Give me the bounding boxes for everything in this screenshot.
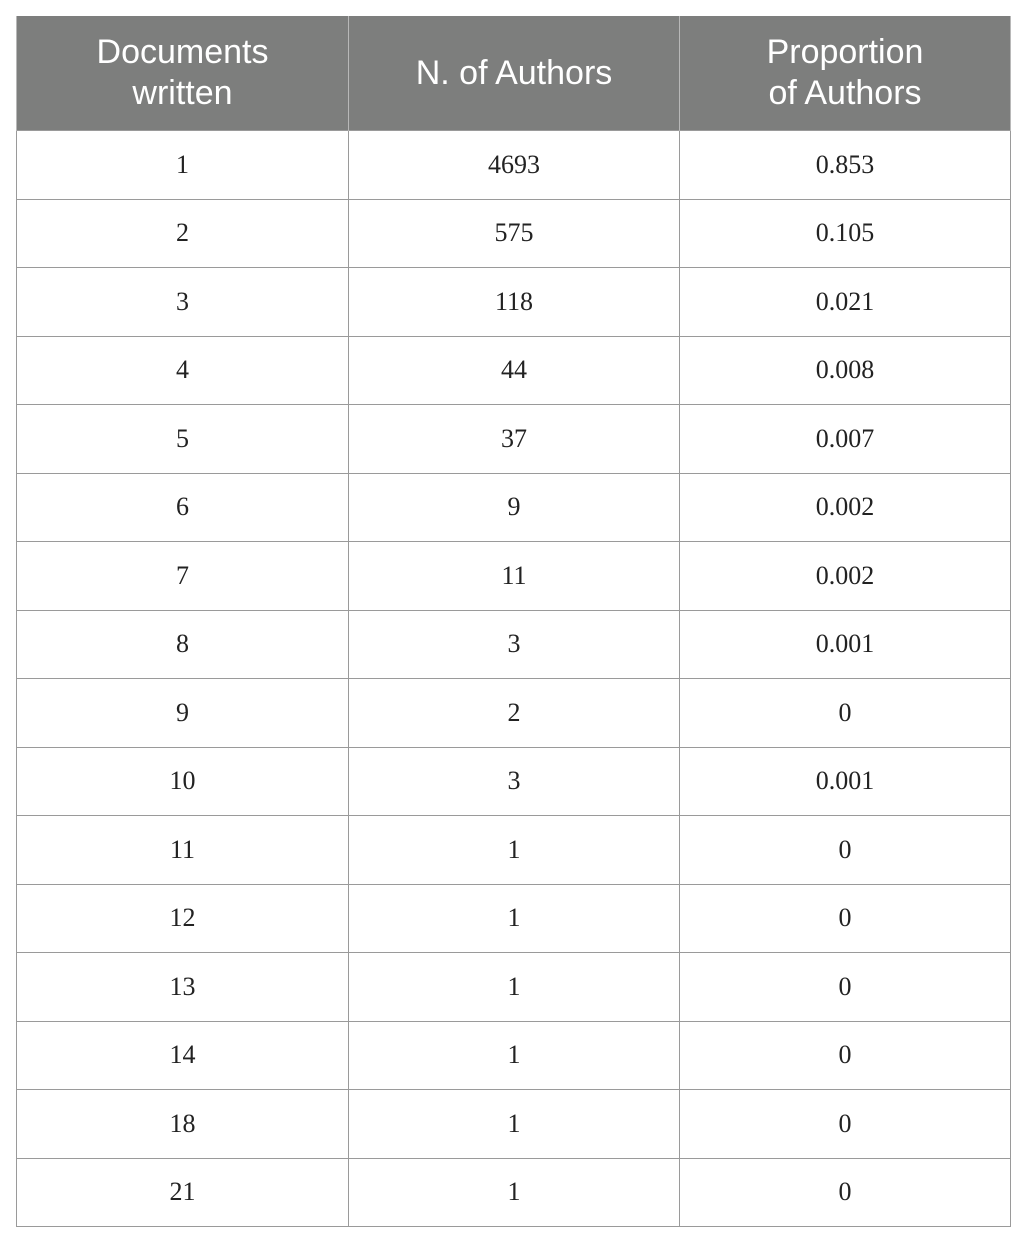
authors-table-container xyxy=(16,16,1010,1227)
cell-n-of-authors: 1 xyxy=(349,953,680,1022)
header-row xyxy=(17,16,1011,131)
cell-n-of-authors: 11 xyxy=(349,542,680,611)
cell-n-of-authors: 575 xyxy=(349,199,680,268)
authors-productivity-table xyxy=(16,16,1011,1227)
cell-n-of-authors: 4693 xyxy=(349,131,680,200)
table-row xyxy=(17,953,1011,1022)
table-header xyxy=(17,16,1011,131)
header-documents-written: Documents written xyxy=(17,16,349,131)
cell-documents-written: 10 xyxy=(17,747,349,816)
cell-proportion-of-authors: 0 xyxy=(680,1021,1011,1090)
cell-n-of-authors: 118 xyxy=(349,268,680,337)
cell-proportion-of-authors: 0.001 xyxy=(680,610,1011,679)
cell-proportion-of-authors: 0.007 xyxy=(680,405,1011,474)
cell-documents-written: 1 xyxy=(17,131,349,200)
cell-n-of-authors: 1 xyxy=(349,1021,680,1090)
cell-documents-written: 4 xyxy=(17,336,349,405)
cell-n-of-authors: 2 xyxy=(349,679,680,748)
cell-proportion-of-authors: 0.021 xyxy=(680,268,1011,337)
table-row xyxy=(17,268,1011,337)
table-row xyxy=(17,131,1011,200)
table-row xyxy=(17,610,1011,679)
table-row xyxy=(17,816,1011,885)
cell-n-of-authors: 1 xyxy=(349,1158,680,1227)
table-row xyxy=(17,1158,1011,1227)
table-row xyxy=(17,336,1011,405)
cell-documents-written: 5 xyxy=(17,405,349,474)
cell-documents-written: 2 xyxy=(17,199,349,268)
cell-proportion-of-authors: 0.001 xyxy=(680,747,1011,816)
cell-n-of-authors: 44 xyxy=(349,336,680,405)
cell-proportion-of-authors: 0.002 xyxy=(680,542,1011,611)
table-body xyxy=(17,131,1011,1227)
cell-documents-written: 11 xyxy=(17,816,349,885)
table-row xyxy=(17,199,1011,268)
cell-documents-written: 14 xyxy=(17,1021,349,1090)
cell-documents-written: 7 xyxy=(17,542,349,611)
cell-proportion-of-authors: 0 xyxy=(680,679,1011,748)
cell-documents-written: 6 xyxy=(17,473,349,542)
cell-proportion-of-authors: 0 xyxy=(680,816,1011,885)
table-row xyxy=(17,473,1011,542)
cell-proportion-of-authors: 0 xyxy=(680,1090,1011,1159)
cell-proportion-of-authors: 0.853 xyxy=(680,131,1011,200)
cell-proportion-of-authors: 0.008 xyxy=(680,336,1011,405)
cell-proportion-of-authors: 0.002 xyxy=(680,473,1011,542)
header-n-of-authors: N. of Authors xyxy=(349,16,680,131)
cell-documents-written: 12 xyxy=(17,884,349,953)
cell-documents-written: 3 xyxy=(17,268,349,337)
cell-n-of-authors: 3 xyxy=(349,610,680,679)
cell-documents-written: 18 xyxy=(17,1090,349,1159)
table-row xyxy=(17,1090,1011,1159)
cell-documents-written: 9 xyxy=(17,679,349,748)
cell-n-of-authors: 1 xyxy=(349,1090,680,1159)
table-row xyxy=(17,1021,1011,1090)
cell-n-of-authors: 37 xyxy=(349,405,680,474)
cell-n-of-authors: 3 xyxy=(349,747,680,816)
cell-documents-written: 8 xyxy=(17,610,349,679)
cell-proportion-of-authors: 0 xyxy=(680,884,1011,953)
table-row xyxy=(17,405,1011,474)
cell-n-of-authors: 1 xyxy=(349,816,680,885)
table-row xyxy=(17,884,1011,953)
cell-documents-written: 21 xyxy=(17,1158,349,1227)
cell-n-of-authors: 1 xyxy=(349,884,680,953)
cell-proportion-of-authors: 0.105 xyxy=(680,199,1011,268)
cell-proportion-of-authors: 0 xyxy=(680,1158,1011,1227)
cell-proportion-of-authors: 0 xyxy=(680,953,1011,1022)
table-row xyxy=(17,542,1011,611)
table-row xyxy=(17,747,1011,816)
header-proportion-of-authors: Proportion of Authors xyxy=(680,16,1011,131)
cell-n-of-authors: 9 xyxy=(349,473,680,542)
table-row xyxy=(17,679,1011,748)
cell-documents-written: 13 xyxy=(17,953,349,1022)
